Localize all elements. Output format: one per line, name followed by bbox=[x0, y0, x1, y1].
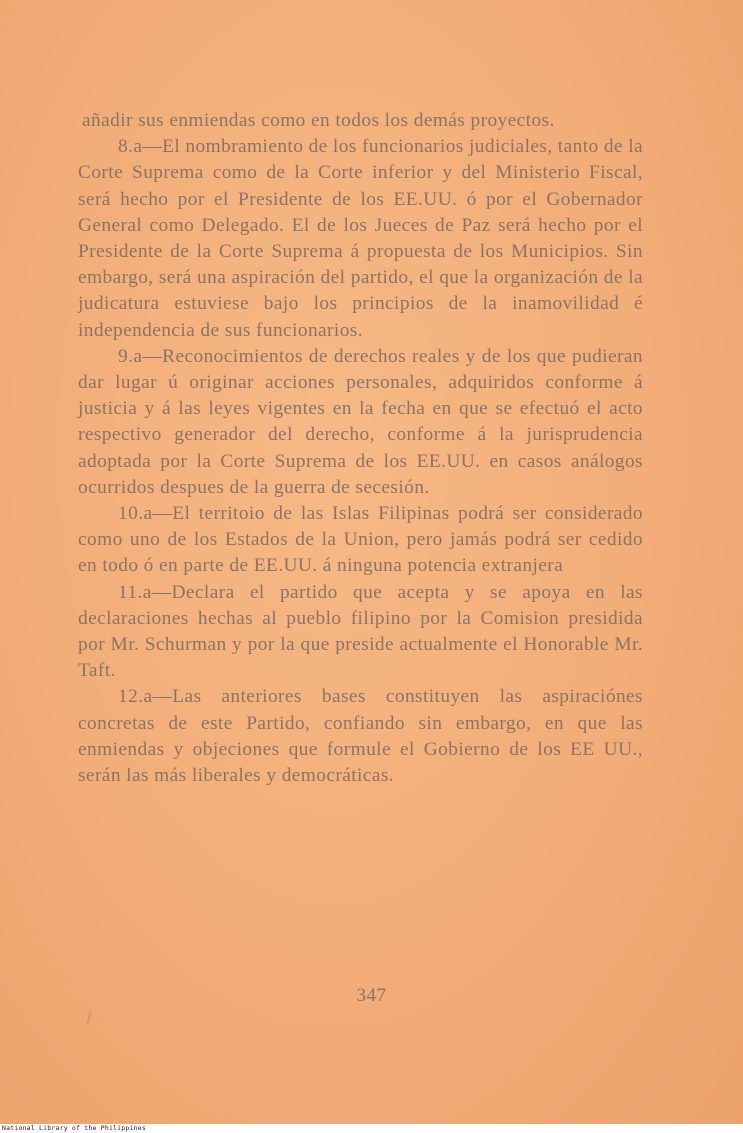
paragraph-9: 9.a—Reconocimientos de derechos reales y de los que pudieran dar lugar ú originar acciones personales, adquiridos conforme á justicia y á las leyes vigentes en la fecha en que se efectuó el acto respectivo generador del derecho, conforme á la jurisprudencia adoptada por la Corte Suprema de los EE.UU. en casos análogos ocurridos despues de la guerra de secesión. bbox=[78, 345, 643, 498]
library-credit: National Library of the Philippines bbox=[2, 1124, 146, 1132]
paragraph-12: 12.a—Las anteriores bases constituyen las aspiraciónes concretas de este Partido, confiando sin embargo, en que las enmiendas y objeciones que formule el Gobierno de los EE UU., serán las más liberales y democráticas. bbox=[78, 686, 643, 787]
paragraph-10: 10.a—El territoio de las Islas Filipinas podrá ser considerado como uno de los Estados de la Union, pero jamás podrá ser cedido en todo ó en parte de EE.UU. á ninguna potencia extranjera bbox=[78, 503, 643, 577]
page-number: 347 bbox=[356, 985, 387, 1006]
paragraph-8: 8.a—El nombramiento de los funcionarios judiciales, tanto de la Corte Suprema como de la Corte inferior y del Ministerio Fiscal, será hecho por el Presidente de los EE.UU. ó por el Gobernador General como Delegado. El de los Jueces de Paz será hecho por el Presidente de la Corte Suprema á propuesta de los Municipios. Sin embargo, será una aspiración del partido, el que la organización de la judicatura estuviese bajo los principios de la inamovilidad é independencia de sus funcionarios. bbox=[78, 136, 643, 341]
paragraph-continuation: añadir sus enmiendas como en todos los demás proyectos. bbox=[82, 110, 555, 131]
paragraph-11: 11.a—Declara el partido que acepta y se apoya en las declaraciones hechas al pueblo filipino por la Comision presidida por Mr. Schurman y por la que preside actualmente el Honorable Mr. Taft. bbox=[78, 581, 643, 682]
body-text bbox=[78, 108, 643, 789]
ink-mark bbox=[87, 1012, 91, 1024]
